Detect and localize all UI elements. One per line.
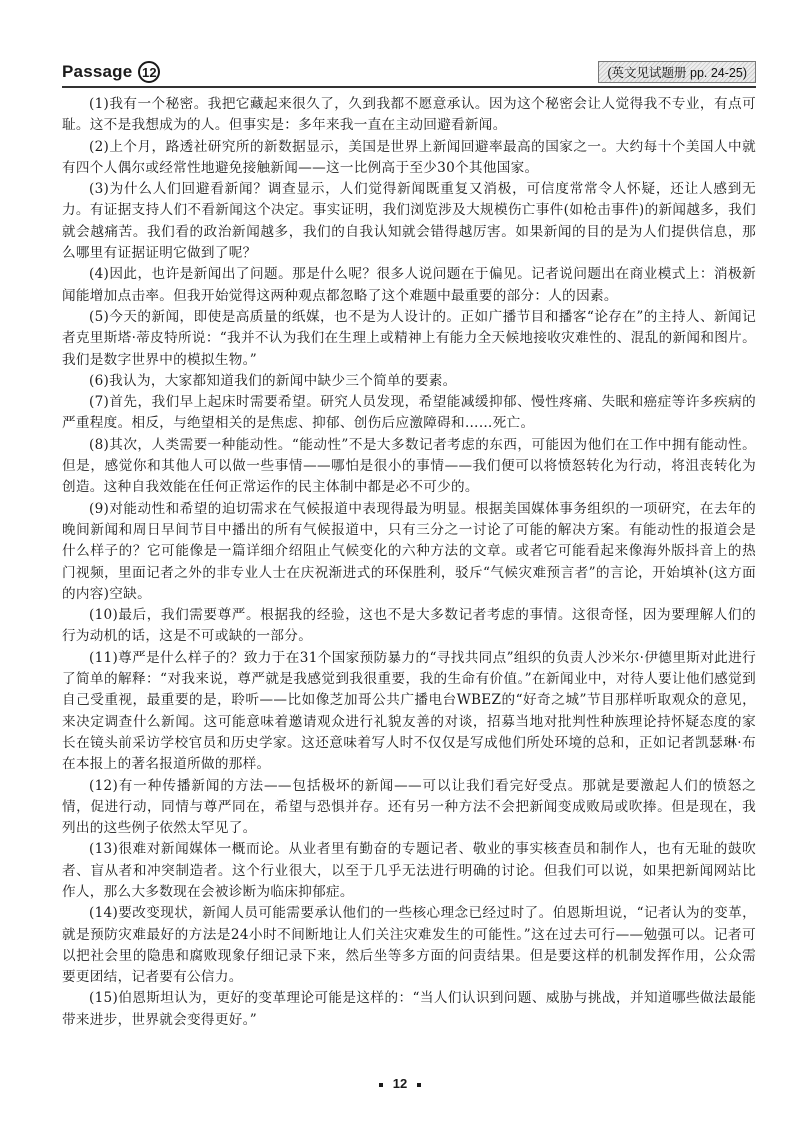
paragraph-9: (9)对能动性和希望的迫切需求在气候报道中表现得最为明显。根据美国媒体事务组织的一项研究，在去年的晚间新闻和周日早间节目中播出的所有气候报道中，只有三分之一讨论了可能的解决方案。有能动性的报道会是什么样子的？它可能像是一篇详细介绍阻止气候变化的六种方法的文章。或者它可能看起来像海外版抖音上的热门视频，里面记者之外的非专业人士在庆祝渐进式的环保胜利，驳斥“气候灾难预言者”的言论，开始填补(这方面的内容)空缺。 — [62, 500, 756, 602]
passage-label: Passage — [62, 62, 133, 81]
paragraph-11: (11)尊严是什么样子的？致力于在31个国家预防暴力的“寻找共同点”组织的负责人沙米尔·伊德里斯对此进行了简单的解释：“对我来说，尊严就是我感觉到我很重要，我的生命有价值。”在新闻业中，对待人要让他们感觉到自己受重视，最重要的是，聆听——比如像芝加哥公共广播电台WBEZ的“好奇之城”节目那样听取观众的意见，来决定调查什么新闻。这可能意味着邀请观众进行礼貌友善的对谈，招募当地对批判性种族理论持怀疑态度的家长在镜头前采访学校官员和历史学家。这还意味着写人时不仅仅是写成他们所处环境的总和，正如记者凯瑟琳·布在本报上的著名报道所做的那样。 — [62, 649, 756, 773]
page-number: 12 — [392, 1076, 408, 1091]
page-footer — [0, 1076, 800, 1091]
paragraph-1: (1)我有一个秘密。我把它藏起来很久了，久到我都不愿意承认。因为这个秘密会让人觉得我不专业，有点可耻。这不是我想成为的人。但事实是：多年来我一直在主动回避看新闻。 — [62, 96, 756, 134]
paragraph-6: (6)我认为，大家都知道我们的新闻中缺少三个简单的要素。 — [89, 372, 457, 389]
paragraph-14: (14)要改变现状，新闻人员可能需要承认他们的一些核心理念已经过时了。伯恩斯坦说，“记者认为的变革，就是预防灾难最好的方法是24小时不间断地让人们关注灾难发生的可能性。”这在过去可行——勉强可以。记者可以把社会里的隐患和腐败现象仔细记录下来，然后坐等多方面的问责结果。但是要这样的机制发挥作用，公众需要更团结，记者要有公信力。 — [62, 905, 756, 986]
paragraph-15: (15)伯恩斯坦认为，更好的变革理论可能是这样的：“当人们认识到问题、威胁与挑战，并知道哪些做法最能带来进步，世界就会变得更好。” — [62, 990, 756, 1028]
paragraph-5: (5)今天的新闻，即使是高质量的纸媒，也不是为人设计的。正如广播节目和播客“论存在”的主持人、新闻记者克里斯塔·蒂皮特所说：“我并不认为我们在生理上或精神上有能力全天候地接收灾难性的、混乱的新闻和图片。我们是数字世界中的模拟生物。” — [62, 308, 756, 368]
passage-title — [62, 61, 160, 83]
footer-dot-left — [379, 1083, 383, 1087]
paragraph-7: (7)首先，我们早上起床时需要希望。研究人员发现，希望能减缓抑郁、慢性疼痛、失眠和癌症等许多疾病的严重程度。相反，与绝望相关的是焦虑、抑郁、创伤后应激障碍和……死亡。 — [62, 394, 756, 432]
paragraph-10: (10)最后，我们需要尊严。根据我的经验，这也不是大多数记者考虑的事情。这很奇怪，因为要理解人们的行为动机的话，这是不可或缺的一部分。 — [62, 607, 756, 645]
paragraph-3: (3)为什么人们回避看新闻？调查显示，人们觉得新闻既重复又消极，可信度常常令人怀疑，还让人感到无力。有证据支持人们不看新闻这个决定。事实证明，我们浏览涉及大规模伤亡事件(如枪击事件)的新闻越多，我们就会越痛苦。我们看的政治新闻越多，我们的自我认知就会错得越厉害。如果新闻的目的是为人们提供信息，那么哪里有证据证明它做到了呢？ — [62, 181, 756, 262]
paragraph-2: (2)上个月，路透社研究所的新数据显示，美国是世界上新闻回避率最高的国家之一。大约每十个美国人中就有四个人偶尔或经常性地避免接触新闻——这一比例高于至少30个其他国家。 — [62, 138, 756, 176]
passage-body — [62, 94, 756, 1031]
paragraph-12: (12)有一种传播新闻的方法——包括极坏的新闻——可以让我们看完好受点。那就是要激起人们的愤怒之情，促进行动，同情与尊严同在，希望与恐惧并存。还有另一种方法不会把新闻变成败局或吹捧。但是现在，我列出的这些例子依然太罕见了。 — [62, 777, 756, 837]
footer-dot-right — [417, 1083, 421, 1087]
passage-number-badge: 12 — [138, 61, 160, 83]
paragraph-4: (4)因此，也许是新闻出了问题。那是什么呢？很多人说问题在于偏见。记者说问题出在商业模式上：消极新闻能增加点击率。但我开始觉得这两种观点都忽略了这个难题中最重要的部分：人的因素。 — [62, 266, 756, 304]
reference-tag: (英文见试题册 pp. 24-25) — [598, 61, 756, 83]
paragraph-8: (8)其次，人类需要一种能动性。“能动性”不是大多数记者考虑的东西，可能因为他们在工作中拥有能动性。但是，感觉你和其他人可以做一些事情——哪怕是很小的事情——我们便可以将愤怒转化为行动，将沮丧转化为创造。这种自我效能在任何正常运作的民主体制中都是必不可少的。 — [62, 436, 756, 496]
document-page — [62, 58, 756, 1031]
passage-header — [62, 58, 756, 88]
paragraph-13: (13)很难对新闻媒体一概而论。从业者里有勤奋的专题记者、敬业的事实核查员和制作人，也有无耻的鼓吹者、盲从者和冲突制造者。这个行业很大，以至于几乎无法进行明确的讨论。但我们可以说，如果把新闻网站比作人，那么大多数现在会被诊断为临床抑郁症。 — [62, 841, 756, 900]
